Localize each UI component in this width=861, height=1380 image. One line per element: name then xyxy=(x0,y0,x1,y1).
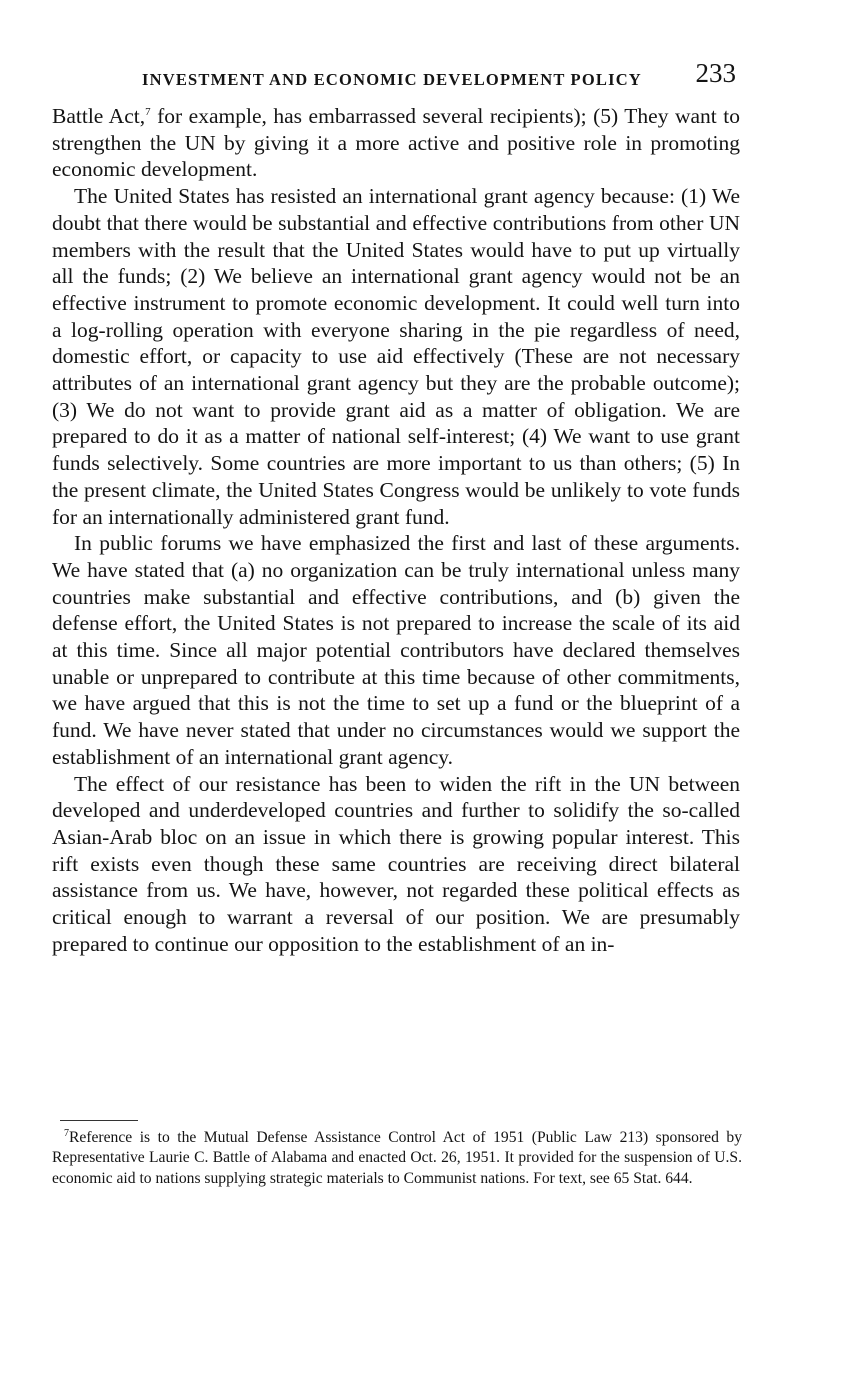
body-text xyxy=(52,103,740,958)
page-header xyxy=(52,58,742,92)
paragraph-1-lead: Battle Act, xyxy=(52,104,146,128)
paragraph-4: The effect of our resistance has been to widen the rift in the UN between developed and underdeveloped countries and further to solidify the so-called Asian-Arab bloc on an issue in which there is growing popular interest. This rift exists even though these same countries are receiving direct bilateral assistance from us. We have, however, not regarded these political effects as critical enough to warrant a reversal of our position. We are presumably prepared to continue our opposition to the establishment of an in- xyxy=(52,771,740,956)
paragraph-1 xyxy=(52,103,740,183)
footnote xyxy=(52,1128,742,1189)
running-head: INVESTMENT AND ECONOMIC DEVELOPMENT POLICY xyxy=(142,70,642,89)
footnote-reference: 7 xyxy=(145,106,151,118)
paragraph-2: The United States has resisted an international grant agency because: (1) We doubt that there would be substantial and effective contributions from other UN members with the result that the United States would have to put up virtually all the funds; (2) We believe an international grant agency would not be an effective instrument to promote economic development. It could well turn into a log-rolling operation with everyone sharing in the pie regardless of need, domestic effort, or capacity to use aid effectively (These are not necessary attributes of an international grant agency but they are the probable outcome); (3) We do not want to provide grant aid as a matter of obligation. We are prepared to do it as a matter of national self-interest; (4) We want to use grant funds selectively. Some countries are more important to us than others; (5) In the present climate, the United States Congress would be unlikely to vote funds for an internationally administered grant fund. xyxy=(52,184,740,529)
footnote-rule xyxy=(60,1120,138,1121)
footnote-marker: 7 xyxy=(64,1128,69,1139)
page-number: 233 xyxy=(695,58,736,88)
paragraph-3: In public forums we have emphasized the first and last of these arguments. We have stated that (a) no organization can be truly international unless many countries make substantial and effective contributions, and (b) given the defense effort, the United States is not prepared to increase the scale of its aid at this time. Since all major potential contributors have declared themselves unable or unprepared to contribute at this time because of other commitments, we have argued that this is not the time to set up a fund or the blueprint of a fund. We have never stated that under no circumstances would we support the establishment of an international grant agency. xyxy=(52,531,740,769)
footnote-text: Reference is to the Mutual Defense Assistance Control Act of 1951 (Public Law 213) sponsored by Representative Laurie C. Battle of Alabama and enacted Oct. 26, 1951. It provided for the suspension of U.S. economic aid to nations supplying strategic materials to Communist nations. For text, see 65 Stat. 644. xyxy=(52,1129,742,1187)
paragraph-1-rest: for example, has embarrassed several recipients); (5) They want to strengthen the UN by giving it a more active and positive role in promoting economic development. xyxy=(52,104,741,182)
